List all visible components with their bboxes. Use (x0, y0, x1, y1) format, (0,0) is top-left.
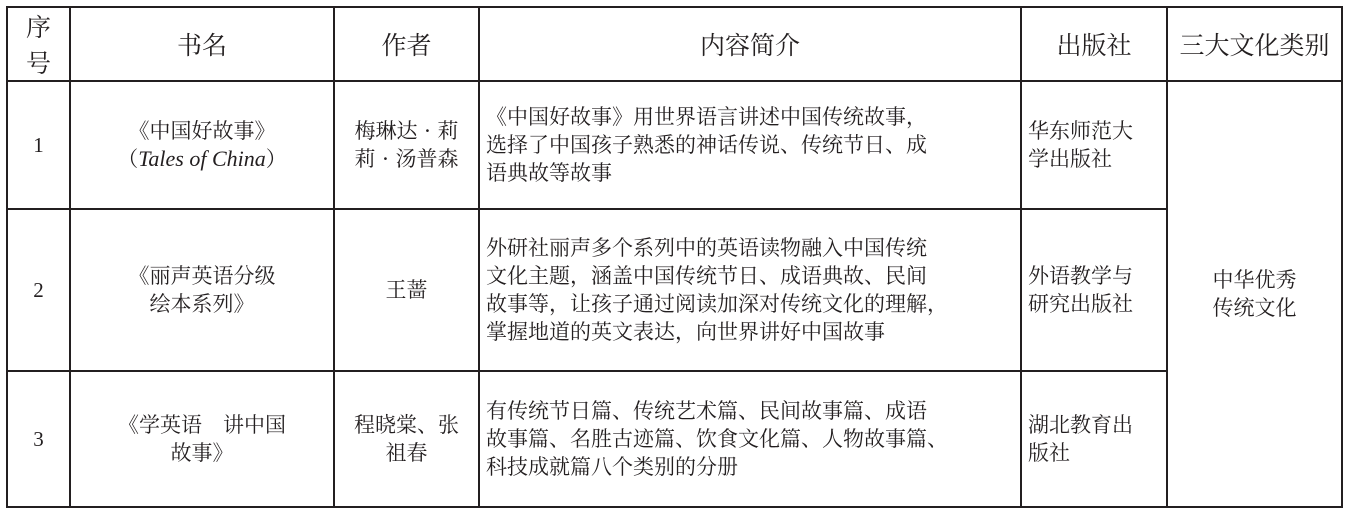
header-author: 作者 (334, 7, 479, 81)
category-cell (1167, 81, 1342, 507)
row-summary (479, 81, 1021, 209)
publisher-line: 学出版社 (1028, 147, 1112, 171)
row-index: 3 (7, 371, 70, 507)
row-author (334, 209, 479, 371)
summary-line: 掌握地道的英文表达，向世界讲好中国故事 (486, 320, 885, 344)
summary-line: 文化主题，涵盖中国传统节日、成语典故、民间 (486, 264, 927, 288)
paren-close: ） (265, 147, 287, 171)
publisher-line: 版社 (1028, 441, 1070, 465)
author-line: 程晓棠、张 (354, 413, 459, 437)
title-line-en (77, 145, 327, 173)
author-line: 祖春 (385, 441, 428, 465)
summary-line: 语典故等故事 (486, 161, 612, 185)
summary-line: 故事篇、名胜古迹篇、饮食文化篇、人物故事篇、 (486, 427, 948, 451)
title-line: 《丽声英语分级 (128, 264, 276, 288)
title-line: 故事》 (170, 441, 234, 465)
summary-line: 科技成就篇八个类别的分册 (486, 455, 738, 479)
author-line: 梅琳达 · 莉 (354, 119, 459, 143)
title-line: 《学英语 讲中国 (118, 413, 286, 437)
row-author (334, 81, 479, 209)
row-title (70, 209, 334, 371)
title-line: 《中国好故事》 (128, 119, 276, 143)
header-row (7, 7, 1342, 81)
author-line: 王蔷 (385, 278, 428, 302)
row-publisher (1021, 209, 1167, 371)
category-line: 传统文化 (1212, 296, 1297, 320)
author-line: 莉 · 汤普森 (354, 147, 459, 171)
row-index: 2 (7, 209, 70, 371)
summary-line: 选择了中国孩子熟悉的神话传说、传统节日、成 (486, 133, 927, 157)
header-title: 书名 (70, 7, 334, 81)
header-publisher: 出版社 (1021, 7, 1167, 81)
table-row (7, 81, 1342, 209)
book-table (6, 6, 1343, 508)
category-line: 中华优秀 (1212, 268, 1297, 292)
row-summary (479, 209, 1021, 371)
summary-line: 外研社丽声多个系列中的英语读物融入中国传统 (486, 236, 927, 260)
row-title (70, 371, 334, 507)
summary-line: 《中国好故事》用世界语言讲述中国传统故事， (486, 105, 927, 129)
header-summary: 内容简介 (479, 7, 1021, 81)
table-row (7, 371, 1342, 507)
row-publisher (1021, 371, 1167, 507)
row-index: 1 (7, 81, 70, 209)
publisher-line: 研究出版社 (1028, 292, 1133, 316)
paren-open: （ (117, 147, 139, 171)
summary-line: 有传统节日篇、传统艺术篇、民间故事篇、成语 (486, 399, 927, 423)
row-summary (479, 371, 1021, 507)
row-author (334, 371, 479, 507)
row-title (70, 81, 334, 209)
publisher-line: 华东师范大 (1028, 119, 1133, 143)
header-index: 序号 (7, 7, 70, 81)
title-english: Tales of China (138, 146, 266, 171)
header-category: 三大文化类别 (1167, 7, 1342, 81)
summary-line: 故事等，让孩子通过阅读加深对传统文化的理解， (486, 292, 948, 316)
table-row (7, 209, 1342, 371)
publisher-line: 湖北教育出 (1028, 413, 1133, 437)
row-publisher (1021, 81, 1167, 209)
title-line: 绘本系列》 (149, 292, 255, 316)
publisher-line: 外语教学与 (1028, 264, 1133, 288)
